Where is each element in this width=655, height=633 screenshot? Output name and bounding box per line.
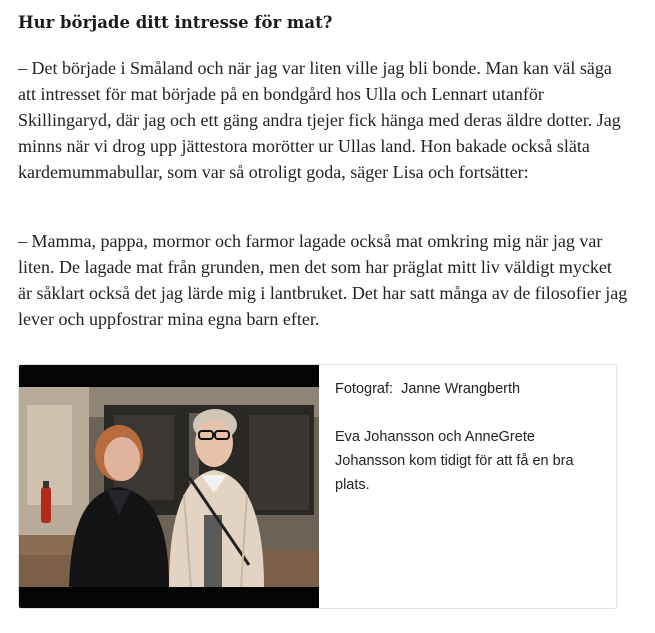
image-figure bbox=[18, 364, 617, 609]
article-photo[interactable] bbox=[19, 365, 319, 609]
article-paragraph: – Det började i Småland och när jag var liten ville jag bli bonde. Man kan väl säga att intresset för mat började på en bondgård hos Ulla och Lennart utanför Skillingaryd, där jag och ett gäng andra tjejer fick hänga med deras äldre dotter. Jag minns när vi drog upp jättestora morötter ur Ullas land. Hon bakade också släta kardemummabullar, som var så otroligt goda, säger Lisa och fortsätter: bbox=[18, 58, 621, 182]
figure-caption bbox=[335, 377, 600, 497]
section-heading: Hur började ditt intresse för mat? bbox=[18, 13, 333, 32]
article-paragraph: – Mamma, pappa, mormor och farmor lagade också mat omkring mig när jag var liten. De lagade mat från grunden, men det som har präglat mitt liv väldigt mycket är såklart också det jag lärde mig i lantbruket. Det har satt många av de filosofier jag lever och uppfostrar mina egna barn efter. bbox=[18, 231, 628, 329]
photo-credit bbox=[335, 377, 600, 401]
photographer-label: Fotograf: bbox=[335, 381, 394, 397]
photographer-name: Janne Wrangberth bbox=[401, 381, 521, 397]
caption-text: Eva Johansson och AnneGrete Johansson kom tidigt för att få en bra plats. bbox=[335, 429, 574, 493]
photo-two-women bbox=[19, 365, 319, 609]
